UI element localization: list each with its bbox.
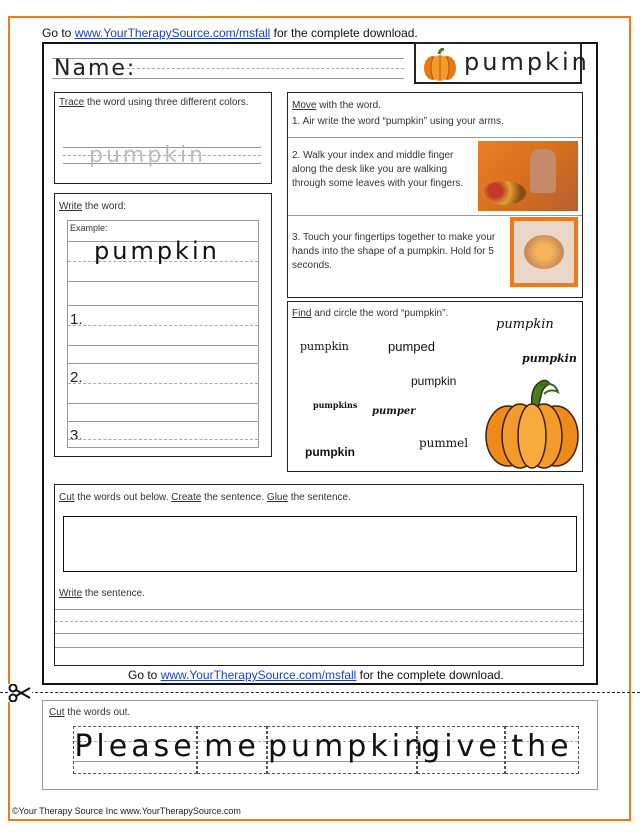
sentence-create-verb: Create [171, 492, 202, 503]
hands-pumpkin-photo [510, 217, 578, 287]
word-card-label: Please [74, 729, 196, 764]
move-step-3: 3. Touch your fingertips together to make your hands into the shape of a pumpkin. Hold for 5 seconds. [292, 232, 496, 271]
trace-verb: Trace [59, 97, 85, 108]
find-word-6: pumpkins [313, 400, 358, 410]
find-word-1: pumpkin [496, 317, 554, 332]
fingers-walking-photo [478, 141, 578, 211]
trace-section [54, 92, 272, 184]
header-download-note [42, 26, 418, 40]
trace-word: pumpkin [89, 143, 207, 168]
title-box [414, 42, 590, 84]
find-rest: and circle the word “pumpkin”. [311, 308, 449, 319]
header-download-link[interactable]: www.YourTherapySource.com/msfall [74, 26, 271, 40]
footer-download-note [128, 668, 504, 682]
line-number-3: 3. [70, 427, 83, 444]
sentence-glue-verb: Glue [266, 492, 289, 503]
line-number-1: 1. [70, 311, 83, 328]
find-word-3: pumped [388, 339, 435, 354]
pumpkin-illustration [484, 376, 580, 470]
glue-area [63, 516, 577, 572]
word-card-please[interactable] [73, 726, 197, 774]
sentence-instruction [59, 491, 351, 505]
find-word-9: pumpkin [305, 445, 355, 459]
word-card-label: the [511, 729, 573, 764]
cutout-verb: Cut [49, 707, 65, 718]
find-instruction [292, 307, 448, 321]
title-word: pumpkin [464, 48, 590, 76]
footer-download-link[interactable]: www.YourTherapySource.com/msfall [160, 668, 357, 682]
find-word-4: pumpkin [522, 352, 577, 365]
write-sentence-rest: the sentence. [82, 588, 145, 599]
word-card-give[interactable] [417, 726, 505, 774]
example-label: Example: [70, 223, 108, 233]
word-card-the[interactable] [505, 726, 579, 774]
header-link-suffix: for the complete download. [270, 26, 418, 40]
write-section [54, 193, 272, 457]
word-card-pumpkin[interactable] [267, 726, 441, 774]
write-verb: Write [59, 201, 83, 212]
trace-rest: the word using three different colors. [84, 97, 249, 108]
write-instruction [59, 200, 126, 214]
word-card-label: pumpkin. [268, 729, 441, 764]
sentence-section [54, 484, 584, 666]
name-label: Name: [54, 56, 137, 81]
sentence-glue-rest: the sentence. [288, 492, 351, 503]
sentence-cut-rest: the words out below. [74, 492, 172, 503]
move-step-2: 2. Walk your index and middle finger along the desk like you are walking through some leaves with your fingers. [292, 150, 464, 189]
move-section [287, 92, 583, 298]
write-rest: the word: [82, 201, 127, 212]
footer-link-suffix: for the complete download. [356, 668, 504, 682]
cutout-instruction [49, 706, 130, 720]
copyright: ©Your Therapy Source Inc www.YourTherapySource.com [12, 806, 241, 816]
line-number-2: 2. [70, 369, 83, 386]
move-rest: with the word. [316, 100, 381, 111]
move-instruction [292, 99, 381, 113]
find-verb: Find [292, 308, 312, 319]
word-card-me[interactable] [197, 726, 267, 774]
name-row [52, 50, 404, 84]
example-word: pumpkin [94, 237, 220, 265]
word-card-label: me [204, 729, 260, 764]
find-word-8: pummel [419, 436, 469, 450]
word-card-label: give [421, 729, 501, 764]
sentence-create-rest: the sentence. [201, 492, 267, 503]
header-link-prefix: Go to [42, 26, 75, 40]
find-word-5: pumpkin [411, 374, 457, 388]
cut-line [0, 692, 640, 693]
find-word-7: pumper [372, 406, 416, 417]
trace-instruction [59, 96, 265, 110]
write-sentence-verb: Write [59, 588, 83, 599]
move-verb: Move [292, 100, 317, 111]
write-sentence-instruction [59, 587, 145, 601]
writing-lines [67, 220, 259, 448]
find-section [287, 301, 583, 472]
pumpkin-icon [422, 48, 458, 82]
scissors-icon [8, 684, 32, 702]
cutout-rest: the words out. [64, 707, 131, 718]
move-step-1: 1. Air write the word “pumpkin” using your arms. [292, 116, 504, 127]
footer-link-prefix: Go to [128, 668, 161, 682]
find-word-2: pumpkin [300, 340, 349, 353]
sentence-cut-verb: Cut [59, 492, 75, 503]
